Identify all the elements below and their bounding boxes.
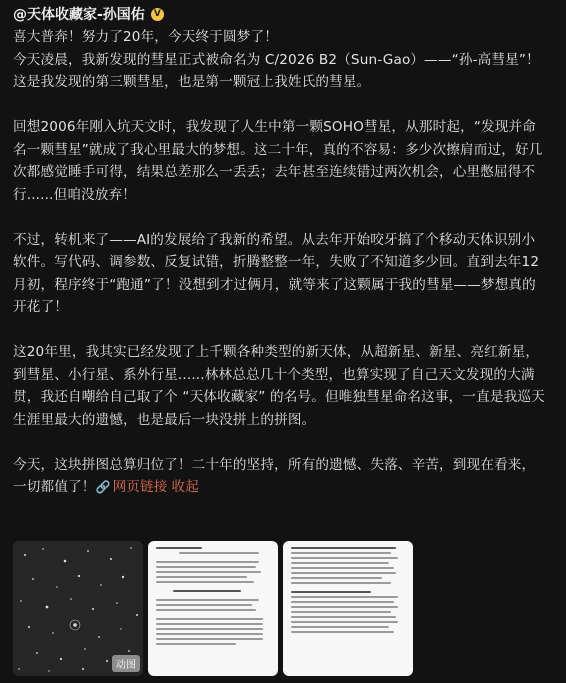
text-line: 生涯里最大的遗憾，也是最后一块没拼上的拼图。 [13, 411, 316, 428]
collapse-link[interactable]: 收起 [171, 479, 200, 495]
text-line [13, 476, 554, 499]
gif-badge: 动图 [112, 655, 140, 672]
text-line: 行......但咱没放弃！ [13, 186, 137, 203]
text-line: 回想2006年刚入坑天文时，我发现了人生中第一颗SOHO彗星，从那时起，“发现并命 [13, 119, 537, 135]
web-link-label: 网页链接 [112, 479, 168, 495]
web-link[interactable] [95, 479, 167, 495]
post-paragraph [13, 229, 554, 319]
link-icon: 🔗 [95, 480, 111, 494]
image-thumbnail-star-field[interactable] [13, 541, 143, 676]
text-line: 名一颗彗星”就成了我心里最大的梦想。这二十年，真的不容易：多少次擦肩而过，好几 [13, 141, 543, 158]
post-last-paragraph [13, 454, 554, 499]
text-line: 喜大普奔！努力了20年，今天终于圆梦了！ [13, 29, 278, 45]
post-body [13, 26, 554, 431]
post-author-line [13, 0, 554, 26]
text-line: 开花了！ [13, 299, 68, 315]
text-line: 不过，转机来了——AI的发展给了我新的希望。从去年开始咬牙搞了个移动天体识别小 [13, 231, 536, 248]
post-paragraph [13, 26, 554, 94]
image-thumbnail-document-1[interactable] [148, 541, 278, 676]
text-line: 今天，这块拼图总算归位了！二十年的坚持，所有的遗憾、失落、辛苦，到现在看来， [13, 456, 536, 473]
image-gallery [13, 541, 413, 676]
text-line-start: 一切都值了！ [13, 479, 96, 495]
text-line: 这是我发现的第三颗彗星，也是第一颗冠上我姓氏的彗星。 [13, 74, 371, 90]
text-line: 软件。写代码、调参数、反复试错，折腾整整一年，失败了不知道多少回。直到去年12 [13, 254, 540, 270]
post-paragraph [13, 116, 554, 206]
text-line: 到彗星、小行星、系外行星......林林总总几十个类型，也算实现了自己天文发现的大满 [13, 366, 535, 383]
text-line: 贯，我还自嘲给自己取了个 “天体收藏家” 的名号。但唯独彗星命名这事，一直是我巡天 [13, 389, 545, 405]
text-line: 月初，程序终于“跑通”了！没想到才过俩月，就等来了这颗属于我的彗星——梦想真的 [13, 276, 536, 293]
post-paragraph [13, 341, 554, 431]
text-line: 今天凌晨，我新发现的彗星正式被命名为 C/2026 B2（Sun-Gao）——“孙-高彗星”！ [13, 51, 540, 68]
text-line: 这20年里，我其实已经发现了上千颗各种类型的新天体，从超新星、新星、亮红新星， [13, 344, 540, 360]
text-line: 次都感觉睡手可得，结果总差那么一丢丢；去年甚至连续错过两次机会，心里憋屈得不 [13, 164, 536, 180]
author-name[interactable]: @天体收藏家-孙国佑 [13, 7, 145, 23]
verified-badge-icon: V [151, 8, 164, 21]
image-thumbnail-document-2[interactable] [283, 541, 413, 676]
